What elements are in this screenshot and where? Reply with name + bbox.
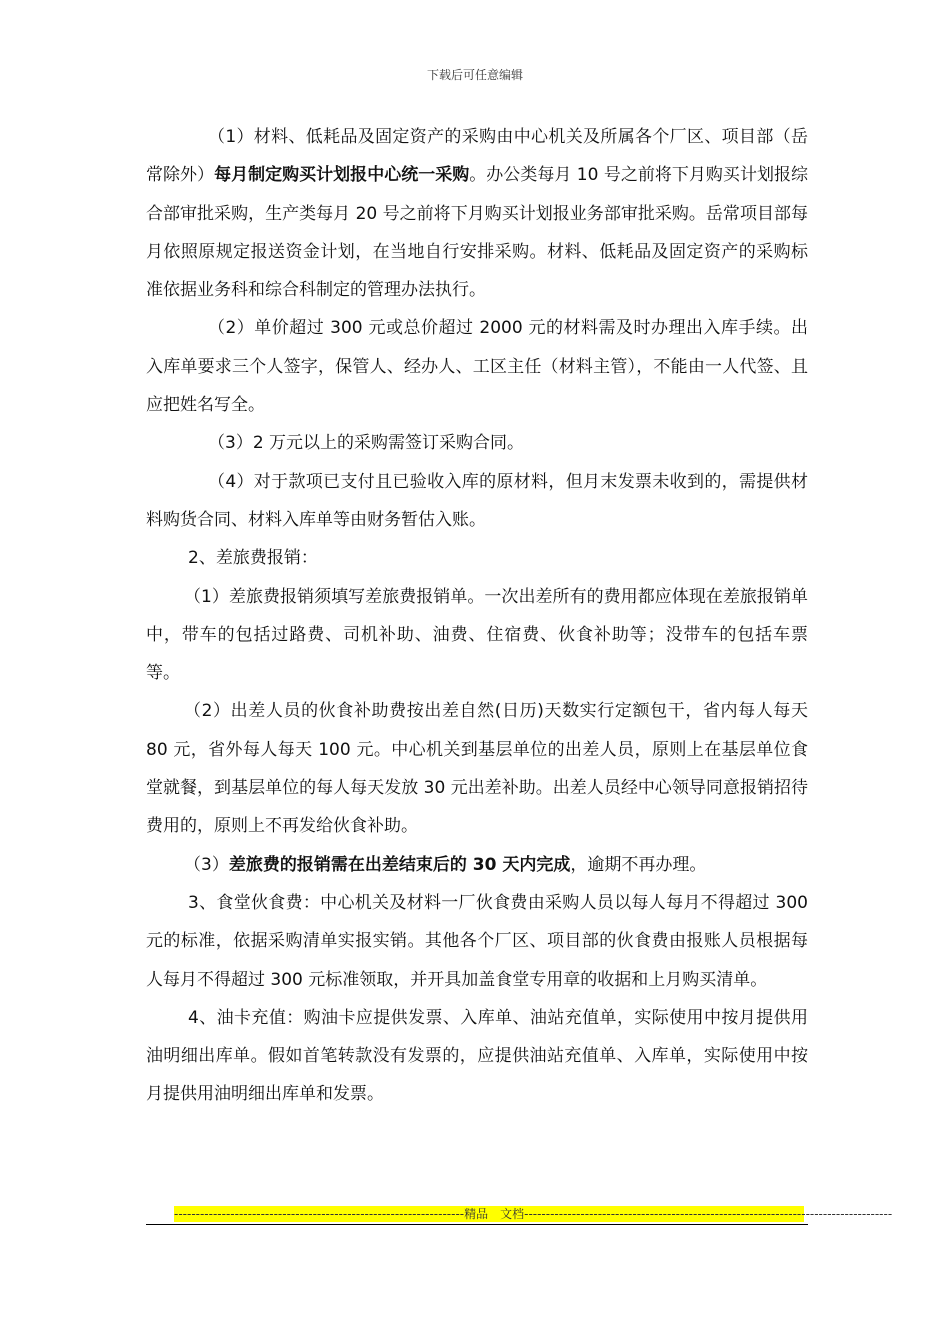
paragraph-fuel-card: 4、油卡充值：购油卡应提供发票、入库单、油站充值单，实际使用中按月提供用油明细出库单。假如首笔转款没有发票的，应提供油站充值单、入库单，实际使用中按月提供用油明细出库单和发票。 <box>146 1007 808 1105</box>
paragraph-canteen: 3、食堂伙食费：中心机关及材料一厂伙食费由采购人员以每人每月不得超过 300 元的标准，依据采购清单实报实销。其他各个厂区、项目部的伙食费由报账人员根据每人每月不得超过 300 元标准领取，并开具加盖食堂专用章的收据和上月购买清单。 <box>146 892 808 990</box>
paragraph-procurement-2: （2）单价超过 300 元或总价超过 2000 元的材料需及时办理出入库手续。出入库单要求三个人签字，保管人、经办人、工区主任（材料主管），不能由一人代签、且应把姓名写全。 <box>146 318 808 416</box>
bold-text: 差旅费的报销需在出差结束后的 30 天内完成 <box>228 854 571 875</box>
page-header: 下载后可任意编辑 <box>426 68 523 82</box>
paragraph-travel-1: （1）差旅费报销须填写差旅费报销单。一次出差所有的费用都应体现在差旅报销单中，带车的包括过路费、司机补助、油费、住宿费、伙食补助等；没带车的包括车票等。 <box>146 586 808 684</box>
section-heading-travel: 2、差旅费报销： <box>188 548 318 569</box>
paragraph-procurement-4: （4）对于款项已支付且已验收入库的原材料，但月末发票未收到的，需提供材料购货合同、材料入库单等由财务暂估入账。 <box>146 471 808 530</box>
document-body <box>146 118 808 1114</box>
text-span: （1）材料、低耗品及固定资产的采购由中心机关及所属各个厂区、项目部（岳常除外） <box>146 127 808 186</box>
text-span: 。办公类每月 10 号之前将下月购买计划报综合部审批采购，生产类每月 20 号之前将下月购买计划报业务部审批采购。岳常项目部每月依照原规定报送资金计划，在当地自行安排采购。材料、低耗品及固定资产的采购标准依据业务科和综合科制定的管理办法执行。 <box>146 165 808 301</box>
paragraph-procurement-1 <box>146 118 808 309</box>
bold-text: 每月制定购买计划报中心统一采购 <box>214 165 470 186</box>
text-span: ，逾期不再办理。 <box>570 854 707 875</box>
paragraph-procurement-3: （3）2 万元以上的采购需签订采购合同。 <box>208 433 525 454</box>
paragraph-travel-3 <box>146 846 808 884</box>
footer-rule <box>146 1224 808 1225</box>
footer-banner: -------------------------------------------------------------------精品 文档------------------------------------------------------------------------------------- <box>174 1207 893 1221</box>
paragraph-travel-2: （2）出差人员的伙食补助费按出差自然(日历)天数实行定额包干，省内每人每天 80 元，省外每人每天 100 元。中心机关到基层单位的出差人员，原则上在基层单位食堂就餐，到基层单位的每人每天发放 30 元出差补助。出差人员经中心领导同意报销招待费用的，原则上不再发给伙食补助。 <box>146 701 808 837</box>
text-span: （3） <box>184 854 229 875</box>
